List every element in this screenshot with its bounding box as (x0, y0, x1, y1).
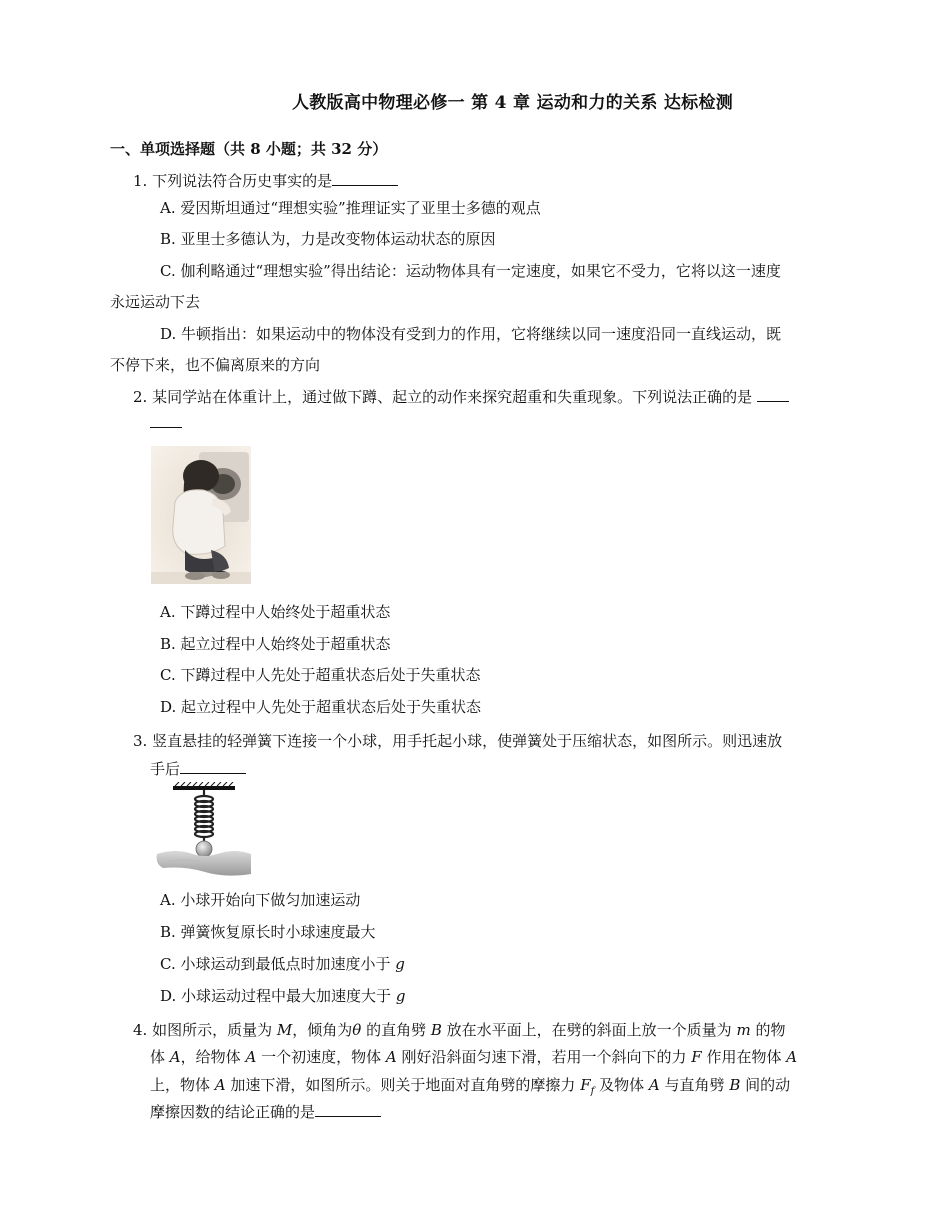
answer-blank (757, 387, 789, 402)
question-4-line2 (150, 1047, 797, 1067)
text: 4. 如图所示，质量为 (133, 1021, 273, 1039)
q2-option-a: A. 下蹲过程中人始终处于超重状态 (160, 603, 391, 621)
text: ，给物体 (180, 1048, 241, 1066)
text: 一个初速度，物体 (261, 1048, 382, 1066)
force-F-symbol: F (691, 1048, 702, 1066)
text: 的物 (755, 1021, 786, 1039)
text: 上，物体 (150, 1076, 211, 1094)
question-4-line4 (150, 1102, 381, 1122)
gravity-symbol: g (395, 955, 405, 973)
question-4-line1 (133, 1020, 786, 1040)
q3-option-d-text: D. 小球运动过程中最大加速度大于 (160, 987, 392, 1005)
text: 与直角劈 (664, 1076, 725, 1094)
question-1-stem (133, 171, 398, 191)
answer-blank (315, 1102, 381, 1117)
mass-M-symbol: M (276, 1021, 293, 1039)
question-3-stem-line2 (150, 759, 246, 779)
q1-option-b: B. 亚里士多德认为，力是改变物体运动状态的原因 (160, 230, 496, 248)
page-title: 人教版高中物理必修一 第 4 章 运动和力的关系 达标检测 (291, 93, 734, 113)
question-2-blank-continuation (150, 413, 182, 433)
text: 加速下滑，如图所示。则关于地面对直角劈的摩擦力 (230, 1076, 576, 1094)
q3-option-b: B. 弹簧恢复原长时小球速度最大 (160, 923, 376, 941)
text: 刚好沿斜面匀速下滑，若用一个斜向下的力 (401, 1048, 687, 1066)
squatting-student-photo (151, 446, 251, 584)
question-3-text: 手后 (150, 760, 181, 778)
wedge-B-symbol: B (729, 1076, 741, 1094)
text: 间的动 (745, 1076, 791, 1094)
friction-F: F (580, 1076, 591, 1094)
friction-subscript: f (590, 1086, 595, 1097)
text: 体 (150, 1048, 166, 1066)
text: 的直角劈 (366, 1021, 427, 1039)
spring-ball-figure (155, 782, 255, 880)
text: ，倾角为 (292, 1021, 353, 1039)
q1-option-a: A. 爱因斯坦通过“理想实验”推理证实了亚里士多德的观点 (160, 199, 541, 217)
section-heading: 一、单项选择题（共 8 小题；共 32 分） (110, 140, 388, 158)
answer-blank (150, 413, 182, 428)
gravity-symbol: g (395, 987, 406, 1005)
body-A-symbol: A (245, 1048, 257, 1066)
body-A-symbol: A (169, 1048, 181, 1066)
body-A-symbol: A (214, 1076, 226, 1094)
q1-option-d-line1: D. 牛顿指出：如果运动中的物体没有受到力的作用，它将继续以同一速度沿同一直线运动，既 (160, 325, 782, 343)
squatting-student-image (151, 446, 251, 584)
theta-symbol: θ (352, 1021, 362, 1039)
question-3-stem-line1: 3. 竖直悬挂的轻弹簧下连接一个小球，用手托起小球，使弹簧处于压缩状态，如图所示。则迅速放 (133, 732, 783, 750)
text: 放在水平面上，在劈的斜面上放一个质量为 (446, 1021, 732, 1039)
question-4-line3 (150, 1075, 790, 1102)
q3-option-c-text: C. 小球运动到最低点时加速度小于 (160, 955, 391, 973)
answer-blank (180, 759, 246, 774)
q2-option-c: C. 下蹲过程中人先处于超重状态后处于失重状态 (160, 666, 481, 684)
q2-option-b: B. 起立过程中人始终处于超重状态 (160, 635, 391, 653)
text: 摩擦因数的结论正确的是 (150, 1103, 316, 1121)
answer-blank (332, 171, 398, 186)
body-A-symbol: A (385, 1048, 397, 1066)
text: 作用在物体 (706, 1048, 782, 1066)
friction-Ff-symbol (580, 1076, 595, 1097)
q3-option-c (160, 954, 405, 974)
q1-option-c-line2: 永远运动下去 (110, 293, 201, 311)
q3-option-a: A. 小球开始向下做匀加速运动 (160, 891, 361, 909)
q2-option-d: D. 起立过程中人先处于超重状态后处于失重状态 (160, 698, 482, 716)
mass-m-symbol: m (736, 1021, 751, 1039)
question-1-text: 1. 下列说法符合历史事实的是 (133, 172, 333, 190)
question-2-text: 2. 某同学站在体重计上，通过做下蹲、起立的动作来探究超重和失重现象。下列说法正确的是 (133, 388, 753, 406)
body-A-symbol: A (786, 1048, 798, 1066)
spring-hand-image (155, 782, 255, 880)
q1-option-d-line2: 不停下来，也不偏离原来的方向 (110, 356, 321, 374)
question-2-stem (133, 387, 789, 407)
body-A-symbol: A (648, 1076, 660, 1094)
wedge-B-symbol: B (430, 1021, 442, 1039)
text: 及物体 (599, 1076, 645, 1094)
q1-option-c-line1: C. 伽利略通过“理想实验”得出结论：运动物体具有一定速度，如果它不受力，它将以这一速度 (160, 262, 781, 280)
q3-option-d (160, 986, 405, 1006)
